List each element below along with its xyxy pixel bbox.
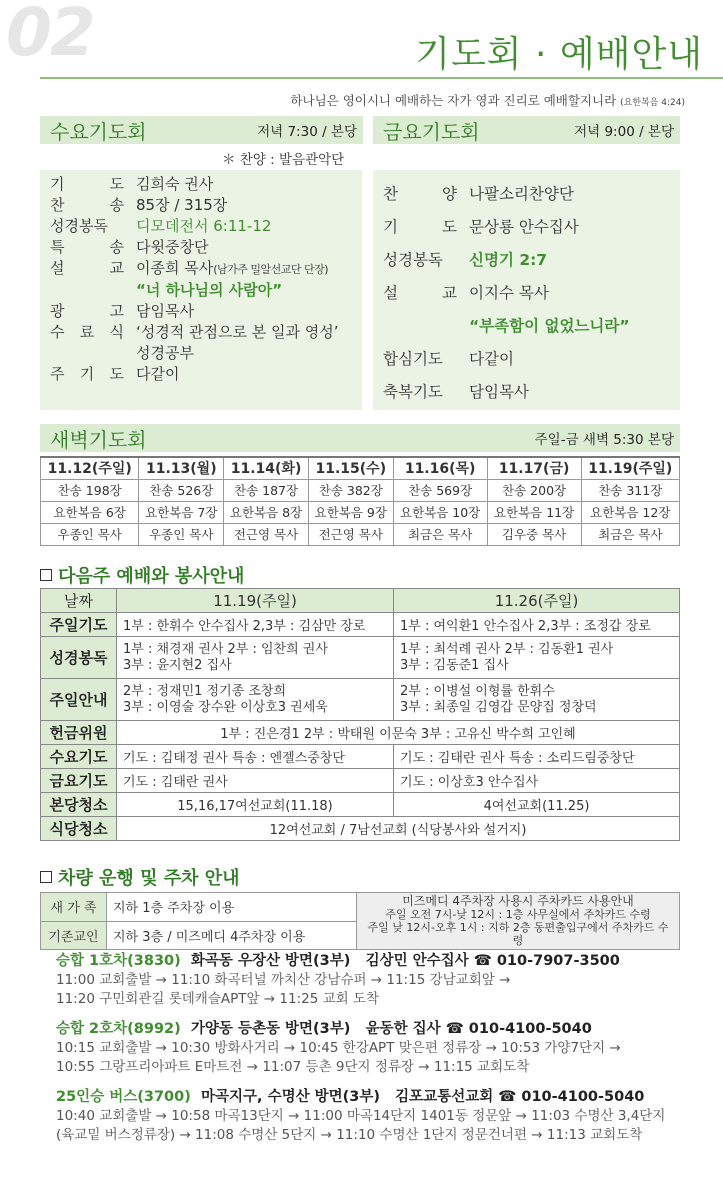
bus-header [56, 952, 620, 971]
wed-label: 찬 송 [50, 196, 124, 214]
dawn-day: 11.14(화) [224, 457, 309, 479]
service-label: 주일기도 [41, 613, 117, 637]
wed-value: 성경공부 [136, 344, 194, 362]
service-label: 본당청소 [41, 793, 117, 817]
service-cell: 기도 : 김태란 권사 [117, 769, 394, 793]
fri-value: 담임목사 [469, 383, 529, 401]
service-cell: 1부 : 진은경1 2부 : 박태원 이문숙 3부 : 고유신 박수희 고인혜 [117, 721, 680, 745]
service-row-dining [41, 817, 680, 841]
service-cell: 1부 : 한휘수 안수집사 2,3부 : 김삼만 장로 [117, 613, 394, 637]
vehicle-section-title [40, 864, 240, 890]
bus-header [56, 1020, 621, 1039]
fri-row [383, 376, 678, 409]
service-cell [394, 637, 680, 679]
dawn-hymn: 찬송 311장 [581, 479, 679, 501]
service-label: 헌금위원 [41, 721, 117, 745]
wed-row [50, 343, 360, 364]
vehicle-heading: 차량 운행 및 주차 안내 [58, 868, 240, 889]
wed-value: 김희숙 권사 [136, 175, 214, 193]
fri-label: 설 교 [383, 284, 457, 302]
parking-note-line: 주일 오전 7시-낮 12시 : 1층 사무실에서 주차카드 수령 [385, 908, 651, 921]
dawn-preacher: 우종인 목사 [41, 523, 139, 545]
bus-route-2 [56, 1020, 621, 1077]
wed-label: 주 기 도 [50, 365, 124, 383]
wed-label: 광 고 [50, 302, 124, 320]
bus-route-line: 11:20 구민회관길 롯데캐슬APT앞 → 11:25 교회 도착 [56, 991, 380, 1007]
dawn-preacher: 최금은 목사 [393, 523, 487, 545]
wed-value: 85장 / 315장 [136, 196, 228, 214]
dawn-texts-row [41, 501, 680, 523]
service-cell: 12여선교회 / 7남선교회 (식당봉사와 설거지) [117, 817, 680, 841]
bus-area: 화곡동 우장산 방면(3부) [190, 953, 351, 969]
service-row-read [41, 637, 680, 679]
parking-value: 지하 3층 / 미즈메디 4주차장 이용 [107, 921, 357, 950]
verse-ref: (요한복음 4:24) [620, 98, 685, 108]
dawn-heading: 새벽기도회 [50, 427, 147, 452]
bus-header [56, 1088, 665, 1107]
service-line: 1부 : 채경재 권사 2부 : 임찬희 권사 [123, 641, 328, 657]
service-cell: 15,16,17여선교회(11.18) [117, 793, 394, 817]
service-section-title [40, 562, 244, 588]
friday-heading: 금요기도회 [383, 119, 480, 144]
service-cell: 1부 : 여익환1 안수집사 2,3부 : 조정갑 장로 [394, 613, 680, 637]
service-row-fri [41, 769, 680, 793]
wednesday-time: 저녁 7:30 / 본당 [257, 124, 357, 140]
fri-row [383, 211, 678, 244]
dawn-day: 11.17(금) [487, 457, 581, 479]
fri-label [383, 310, 469, 343]
dawn-text: 요한복음 7장 [139, 501, 224, 523]
wed-label: 설 교 [50, 259, 124, 277]
bus-route-line: (육교밑 버스정류장) → 11:08 수명산 5단지 → 11:10 수명산 1단지 정문건너편 → 11:13 교회도착 [56, 1127, 643, 1143]
bus-route-line: 11:00 교회출발 → 11:10 화곡터널 까치산 강남슈퍼 → 11:15 강남교회앞 → [56, 972, 511, 988]
parking-label: 기존교인 [41, 921, 107, 950]
dawn-text: 요한복음 8장 [224, 501, 309, 523]
wednesday-choir: ＊ 찬양 : 발음관악단 [222, 152, 345, 168]
dawn-text: 요한복음 11장 [487, 501, 581, 523]
wed-label: 기 도 [50, 175, 124, 193]
dawn-hymn: 찬송 200장 [487, 479, 581, 501]
wed-label: 수 료 식 [50, 323, 124, 341]
friday-order [383, 178, 678, 409]
parking-row [41, 893, 680, 922]
bus-number: 승합 1호차(3830) [56, 953, 181, 969]
wed-label: 성경봉독 [50, 217, 108, 235]
service-label: 성경봉독 [41, 637, 117, 679]
dawn-days-row [41, 457, 680, 479]
wed-value: 담임목사 [136, 302, 194, 320]
parking-note-line: 주일 낮 12시-오후 1시 : 지하 2층 동편출입구에서 주차카드 수령 [367, 921, 669, 947]
bus-area: 가양동 등촌동 방면(3부) [190, 1021, 351, 1037]
fri-value: 문상룡 안수집사 [469, 218, 579, 236]
wed-row [50, 301, 360, 322]
wednesday-header [40, 116, 363, 144]
bus-driver: 윤동한 집사 ☎ 010-4100-5040 [365, 1021, 592, 1037]
service-cell: 4여선교회(11.25) [394, 793, 680, 817]
service-line: 2부 : 이병설 이형률 한휘수 [400, 683, 555, 699]
dawn-preacher: 우종인 목사 [139, 523, 224, 545]
wed-label [50, 343, 136, 364]
dawn-hymns-row [41, 479, 680, 501]
bus-driver: 김포교통선교회 ☎ 010-4100-5040 [395, 1089, 645, 1105]
fri-sermon-title: “부족함이 없었느니라” [469, 317, 630, 335]
fri-value: 다같이 [469, 350, 514, 368]
bus-number: 승합 2호차(8992) [56, 1021, 181, 1037]
service-row-wed [41, 745, 680, 769]
dawn-day: 11.19(주일) [581, 457, 679, 479]
dawn-preacher: 전근영 목사 [224, 523, 309, 545]
wed-row [50, 258, 360, 280]
bus-driver: 김상민 안수집사 ☎ 010-7907-3500 [365, 953, 620, 969]
service-row-clean [41, 793, 680, 817]
dawn-text: 요한복음 6장 [41, 501, 139, 523]
dawn-table [40, 456, 680, 546]
wed-row [50, 195, 360, 216]
fri-label: 축복기도 [383, 383, 443, 401]
service-heading: 다음주 예배와 봉사안내 [58, 566, 245, 587]
service-line: 1부 : 최석례 권사 2부 : 김동환1 권사 [400, 641, 614, 657]
fri-value: 나팔소리찬양단 [469, 185, 574, 203]
service-label: 금요기도 [41, 769, 117, 793]
dawn-hymn: 찬송 187장 [224, 479, 309, 501]
checkbox-square-icon [40, 871, 52, 883]
page-number: 02 [6, 0, 94, 71]
wed-value: 다윗중창단 [136, 238, 209, 256]
dawn-day: 11.12(주일) [41, 457, 139, 479]
service-line: 3부 : 최종일 김영갑 문양집 정창덕 [400, 699, 597, 715]
dawn-header [40, 424, 680, 452]
fri-row [383, 277, 678, 310]
service-line: 2부 : 정재민1 정기종 조창희 [123, 683, 287, 699]
service-cell [117, 679, 394, 721]
service-table [40, 588, 680, 841]
service-row-pray [41, 613, 680, 637]
fri-label: 찬 양 [383, 185, 457, 203]
dawn-hymn: 찬송 382장 [308, 479, 393, 501]
service-date-2: 11.26(주일) [394, 589, 680, 613]
parking-value: 지하 1층 주차장 이용 [107, 893, 357, 922]
service-label: 식당청소 [41, 817, 117, 841]
service-cell: 기도 : 김태정 권사 특송 : 엔젤스중창단 [117, 745, 394, 769]
parking-note-title: 미즈메디 4주차장 사용시 주차카드 사용안내 [402, 894, 634, 908]
service-cell [394, 679, 680, 721]
fri-row [383, 310, 678, 343]
bus-area: 마곡지구, 수명산 방면(3부) [200, 1089, 381, 1105]
service-line: 3부 : 김동준1 집사 [400, 657, 509, 673]
fri-scripture: 신명기 2:7 [469, 251, 548, 269]
dawn-hymn: 찬송 198장 [41, 479, 139, 501]
wednesday-order [50, 174, 360, 385]
service-cell [117, 637, 394, 679]
wed-row [50, 364, 360, 385]
wed-row [50, 237, 360, 258]
wed-row [50, 174, 360, 195]
bus-route-line: 10:40 교회출발 → 10:58 마곡13단지 → 11:00 마곡14단지 1401동 정문앞 → 11:03 수명산 3,4단지 [56, 1108, 666, 1124]
fri-row [383, 178, 678, 211]
wed-preacher: 이종희 목사 [136, 259, 214, 277]
fri-label: 기 도 [383, 218, 457, 236]
verse-text: 하나님은 영이시니 예배하는 자가 영과 진리로 예배할지니라 [290, 93, 617, 108]
wed-value: ‘성경적 관점으로 본 일과 영성’ [136, 323, 339, 341]
service-row-offering [41, 721, 680, 745]
fri-label: 합심기도 [383, 350, 443, 368]
bus-route-line: 10:55 그랑프리아파트 E마트전 → 11:07 등촌 9단지 정류장 → 11:15 교회도착 [56, 1059, 530, 1075]
title-divider [40, 77, 723, 79]
dawn-day: 11.16(목) [393, 457, 487, 479]
service-label: 수요기도 [41, 745, 117, 769]
wed-value: 다같이 [136, 365, 180, 383]
parking-table [40, 892, 680, 950]
dawn-preacher: 김우중 목사 [487, 523, 581, 545]
checkbox-square-icon [40, 569, 52, 581]
bus-route-line: 10:15 교회출발 → 10:30 방화사거리 → 10:45 한강APT 맞은편 정류장 → 10:53 가양7단지 → [56, 1040, 621, 1056]
verse [290, 91, 685, 109]
service-cell: 기도 : 이상호3 안수집사 [394, 769, 680, 793]
dawn-text: 요한복음 12장 [581, 501, 679, 523]
page-title: 기도회 · 예배안내 [415, 34, 703, 75]
friday-header [373, 116, 680, 144]
wednesday-heading: 수요기도회 [50, 119, 147, 144]
dawn-day: 11.15(수) [308, 457, 393, 479]
wed-row [50, 322, 360, 343]
wed-row [50, 280, 360, 301]
friday-time: 저녁 9:00 / 본당 [574, 124, 674, 140]
service-cell: 기도 : 김태란 권사 특송 : 소리드림중창단 [394, 745, 680, 769]
bus-route-3 [56, 1088, 665, 1145]
dawn-text: 요한복음 10장 [393, 501, 487, 523]
dawn-time: 주일-금 새벽 5:30 본당 [534, 432, 674, 448]
wed-label: 특 송 [50, 238, 124, 256]
dawn-hymn: 찬송 569장 [393, 479, 487, 501]
parking-label: 새 가 족 [41, 893, 107, 922]
bus-route-1 [56, 952, 620, 1009]
wed-row [50, 216, 360, 237]
service-date-1: 11.19(주일) [117, 589, 394, 613]
wed-preacher-note: (남가주 밀알선교단 단장) [213, 263, 329, 276]
dawn-preachers-row [41, 523, 680, 545]
dawn-preacher: 최금은 목사 [581, 523, 679, 545]
fri-row [383, 244, 678, 277]
parking-card-note [357, 893, 680, 950]
wed-value [136, 258, 360, 280]
dawn-text: 요한복음 9장 [308, 501, 393, 523]
service-label: 주일안내 [41, 679, 117, 721]
service-col-label: 날짜 [41, 589, 117, 613]
bus-number: 25인승 버스(3700) [56, 1089, 191, 1105]
dawn-hymn: 찬송 526장 [139, 479, 224, 501]
fri-row [383, 343, 678, 376]
dawn-day: 11.13(월) [139, 457, 224, 479]
fri-value: 이지수 목사 [469, 284, 549, 302]
wed-label [50, 280, 136, 301]
service-line: 3부 : 이영술 장수완 이상호3 권세욱 [123, 699, 328, 715]
service-header-row [41, 589, 680, 613]
wed-sermon-title: “너 하나님의 사람아” [136, 281, 283, 299]
service-line: 3부 : 윤지현2 집사 [123, 657, 232, 673]
dawn-preacher: 전근영 목사 [308, 523, 393, 545]
fri-label: 성경봉독 [383, 251, 443, 269]
wed-scripture: 디모데전서 6:11-12 [136, 217, 272, 235]
service-row-usher [41, 679, 680, 721]
